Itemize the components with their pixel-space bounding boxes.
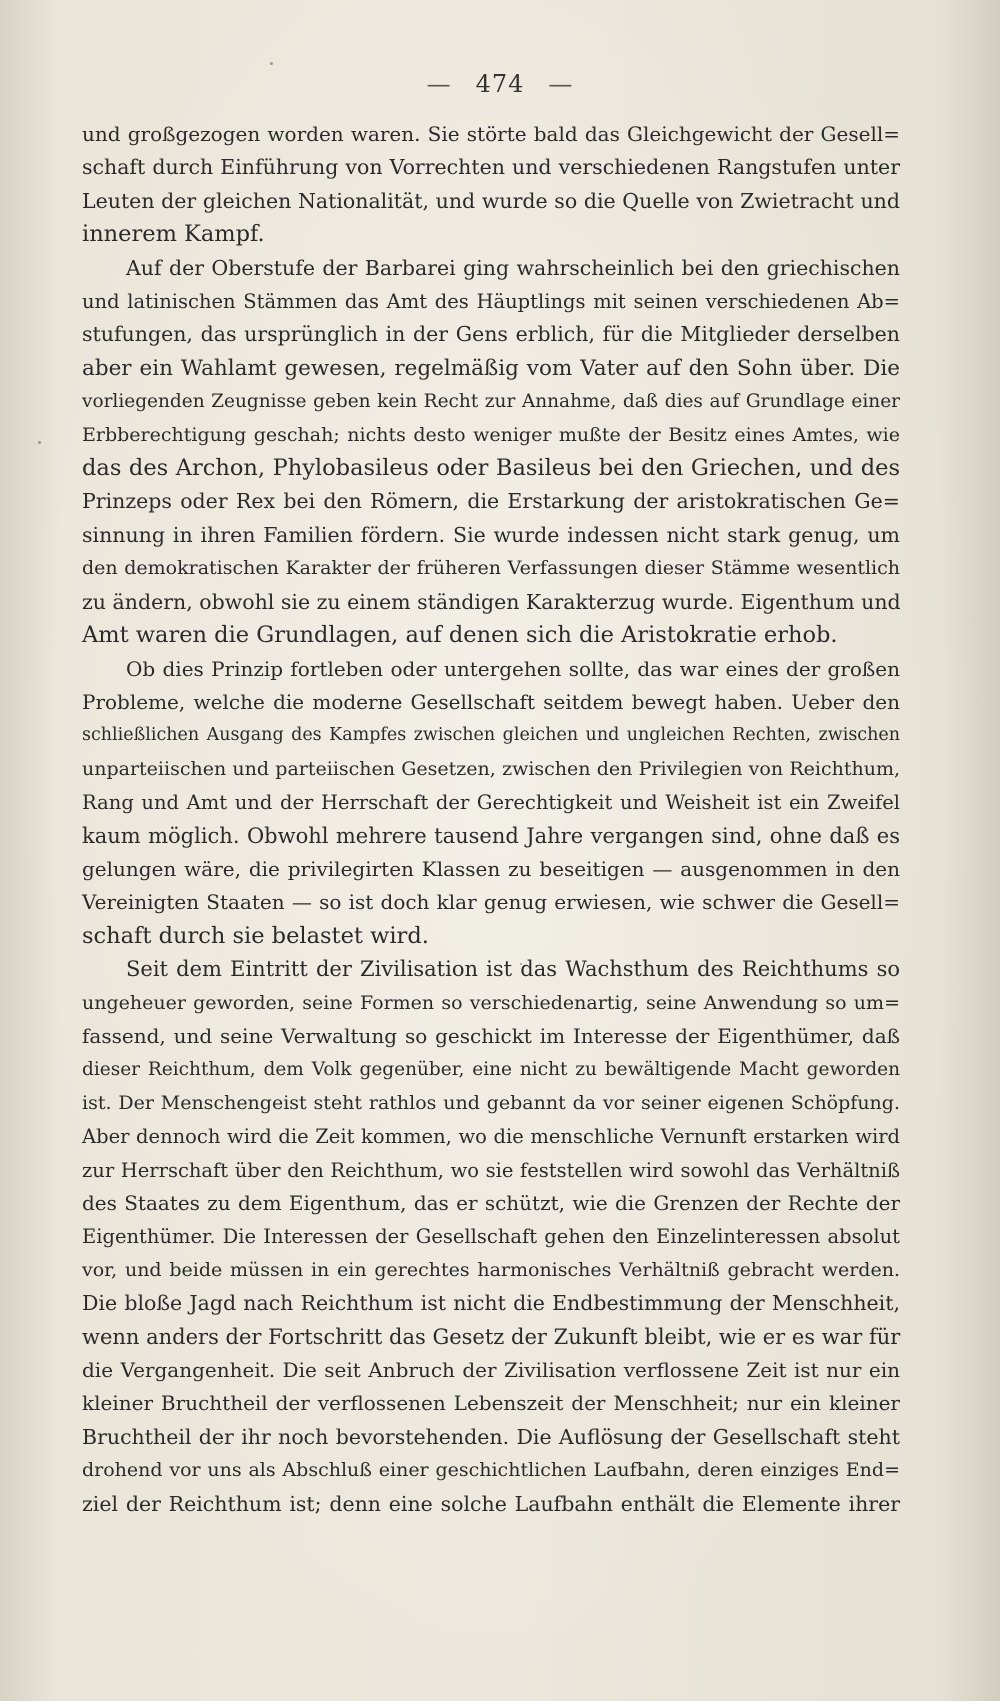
paper-speck bbox=[270, 62, 273, 65]
header-dash-left: — bbox=[426, 70, 452, 98]
text-line: schaft durch Einführung von Vorrechten und verschiedenen Rangstufen unter bbox=[82, 155, 900, 180]
text-line: aber ein Wahlamt gewesen, regelmäßig vom Vater auf den Sohn über. Die bbox=[82, 355, 900, 381]
text-line: kaum möglich. Obwohl mehrere tausend Jahre vergangen sind, ohne daß es bbox=[82, 823, 900, 848]
text-line: ungeheuer geworden, seine Formen so verschiedenartig, seine Anwendung so um= bbox=[82, 991, 900, 1014]
text-line: stufungen, das ursprünglich in der Gens erblich, für die Mitglieder derselben bbox=[82, 322, 900, 347]
text-line: den demokratischen Karakter der früheren Verfassungen dieser Stämme wesentlich bbox=[82, 557, 900, 580]
page-header bbox=[0, 70, 1000, 98]
text-line: Leuten der gleichen Nationalität, und wurde so die Quelle von Zwietracht und bbox=[82, 188, 900, 213]
header-dash-right: — bbox=[548, 70, 574, 98]
text-line: Rang und Amt und der Herrschaft der Gerechtigkeit und Weisheit ist ein Zweifel bbox=[82, 791, 900, 815]
text-line: kleiner Bruchtheil der verflossenen Lebenszeit der Menschheit; nur ein kleiner bbox=[82, 1391, 900, 1416]
text-line: schaft durch sie belastet wird. bbox=[82, 922, 429, 949]
text-line: Probleme, welche die moderne Gesellschaft seitdem bewegt haben. Ueber den bbox=[82, 689, 900, 714]
text-line: Seit dem Eintritt der Zivilisation ist das Wachsthum des Reichthums so bbox=[126, 957, 900, 982]
text-line: unparteiischen und parteiischen Gesetzen, zwischen den Privilegien von Reichthum, bbox=[82, 757, 900, 780]
paragraph bbox=[82, 653, 900, 954]
text-line: das des Archon, Phylobasileus oder Basileus bei den Griechen, und des bbox=[82, 455, 900, 482]
text-line: drohend vor uns als Abschluß einer geschichtlichen Laufbahn, deren einziges End= bbox=[82, 1459, 900, 1482]
text-line: die Vergangenheit. Die seit Anbruch der Zivilisation verflossene Zeit ist nur ein bbox=[82, 1358, 900, 1383]
page-body bbox=[82, 118, 900, 1521]
text-line: Bruchtheil der ihr noch bevorstehenden. Die Auflösung der Gesellschaft steht bbox=[82, 1424, 900, 1449]
paragraph bbox=[82, 118, 900, 252]
text-line: ist. Der Menschengeist steht rathlos und gebannt da vor seiner eigenen Schöpfung. bbox=[82, 1091, 900, 1114]
text-line: Eigenthümer. Die Interessen der Gesellschaft gehen den Einzelinteressen absolut bbox=[82, 1225, 900, 1249]
text-line: fassend, und seine Verwaltung so geschickt im Interesse der Eigenthümer, daß bbox=[82, 1023, 900, 1048]
paragraph bbox=[82, 252, 900, 653]
paper-speck bbox=[520, 963, 522, 965]
text-line: Die bloße Jagd nach Reichthum ist nicht die Endbestimmung der Menschheit, bbox=[82, 1291, 900, 1316]
text-line: und großgezogen worden waren. Sie störte bald das Gleichgewicht der Gesell= bbox=[82, 122, 900, 146]
text-line: Prinzeps oder Rex bei den Römern, die Erstarkung der aristokratischen Ge= bbox=[82, 489, 900, 514]
text-line: wenn anders der Fortschritt das Gesetz der Zukunft bleibt, wie er es war für bbox=[82, 1324, 901, 1349]
page-number: 474 bbox=[475, 70, 525, 98]
text-line: sinnung in ihren Familien fördern. Sie wurde indessen nicht stark genug, um bbox=[82, 522, 900, 547]
text-line: Ob dies Prinzip fortleben oder untergehen sollte, das war eines der großen bbox=[126, 656, 900, 681]
text-line: Aber dennoch wird die Zeit kommen, wo die menschliche Vernunft erstarken wird bbox=[82, 1125, 900, 1149]
text-line: Erbberechtigung geschah; nichts desto weniger mußte der Besitz eines Amtes, wie bbox=[82, 423, 900, 446]
text-line: und latinischen Stämmen das Amt des Häuptlings mit seinen verschiedenen Ab= bbox=[82, 290, 900, 314]
text-line: Amt waren die Grundlagen, auf denen sich die Aristokratie erhob. bbox=[82, 622, 838, 649]
text-line: ziel der Reichthum ist; denn eine solche Laufbahn enthält die Elemente ihrer bbox=[82, 1491, 900, 1516]
text-line: gelungen wäre, die privilegirten Klassen zu beseitigen — ausgenommen in den bbox=[82, 856, 900, 881]
text-line: Auf der Oberstufe der Barbarei ging wahrscheinlich bei den griechischen bbox=[126, 255, 900, 280]
text-line: zur Herrschaft über den Reichthum, wo sie feststellen wird sowohl das Verhältniß bbox=[82, 1158, 900, 1182]
text-line: dieser Reichthum, dem Volk gegenüber, eine nicht zu bewältigende Macht geworden bbox=[82, 1059, 900, 1081]
text-line: innerem Kampf. bbox=[82, 221, 265, 248]
text-line: des Staates zu dem Eigenthum, das er schützt, wie die Grenzen der Rechte der bbox=[82, 1191, 900, 1215]
text-line: zu ändern, obwohl sie zu einem ständigen Karakterzug wurde. Eigenthum und bbox=[82, 589, 901, 614]
paper-speck bbox=[38, 441, 41, 444]
text-line: vor, und beide müssen in ein gerechtes harmonisches Verhältniß gebracht werden. bbox=[82, 1258, 900, 1281]
text-line: vorliegenden Zeugnisse geben kein Recht zur Annahme, daß dies auf Grundlage einer bbox=[82, 391, 900, 413]
text-line: Vereinigten Staaten — so ist doch klar genug erwiesen, wie schwer die Gesell= bbox=[82, 890, 900, 915]
text-line: schließlichen Ausgang des Kampfes zwischen gleichen und ungleichen Rechten, zwischen bbox=[82, 725, 900, 746]
paragraph bbox=[82, 953, 900, 1521]
